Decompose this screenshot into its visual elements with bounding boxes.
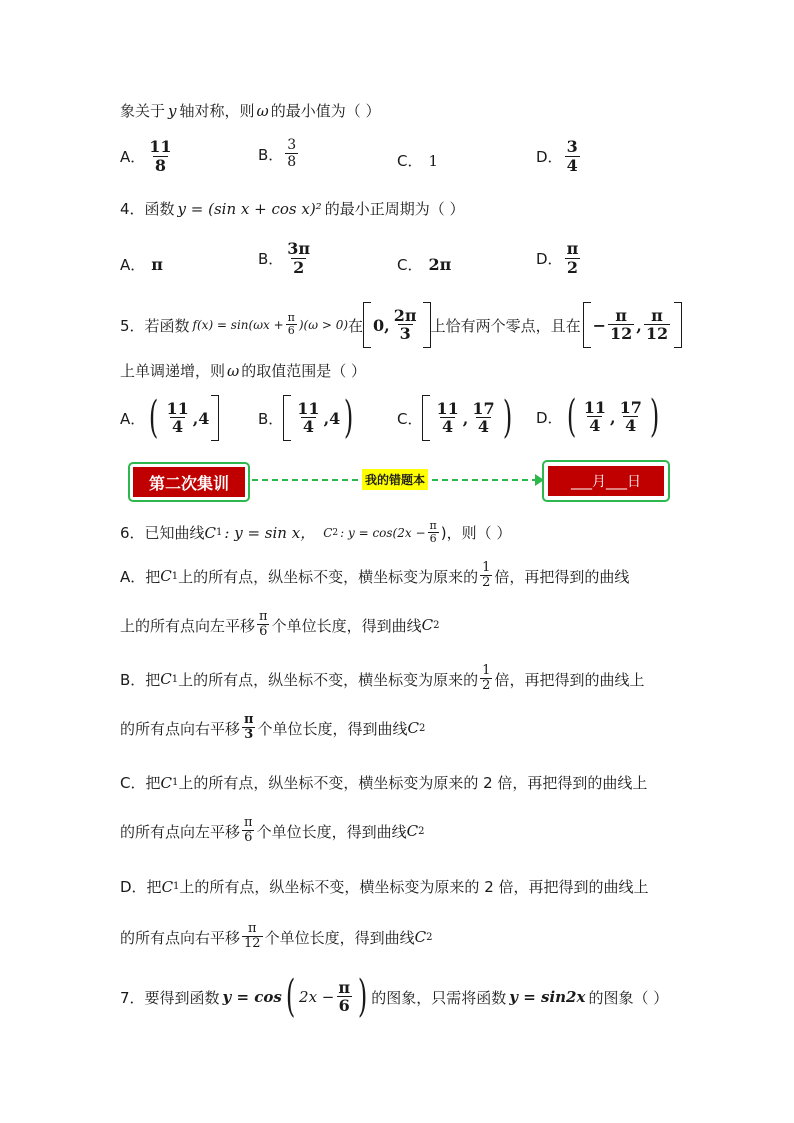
q4-option-a <box>120 254 163 275</box>
option-value: 2π <box>428 255 452 274</box>
frac-num: 3 <box>566 137 578 156</box>
option-text: 的所有点向左平移 <box>120 822 241 841</box>
frac-den: 2 <box>482 575 491 591</box>
option-letter: A． <box>120 409 146 428</box>
q6-option-a-line1 <box>120 561 629 591</box>
frac-num: π <box>566 239 579 258</box>
frac-den: 4 <box>442 417 454 437</box>
q5-option-b <box>258 392 357 443</box>
q3-stem-mid: 轴对称，则 <box>179 102 255 120</box>
option-text: 上的所有点向左平移 <box>120 616 256 635</box>
curve-c1: C <box>160 567 172 586</box>
curve-c2-sub: 2 <box>426 931 433 943</box>
q3-option-b <box>258 138 300 170</box>
paren-left: ( <box>566 391 576 442</box>
q5-option-d <box>536 391 663 442</box>
frac-num: 3 <box>287 137 297 153</box>
q5-option-a <box>120 392 219 443</box>
q3-stem <box>120 100 381 121</box>
option-text: B．把 <box>120 670 161 689</box>
comma: , <box>610 407 616 427</box>
q4-prefix: 4．函数 <box>120 200 175 218</box>
frac-den: 6 <box>287 324 295 338</box>
q6-option-d-line1 <box>120 876 649 897</box>
option-fraction <box>242 816 255 846</box>
frac-num: 17 <box>472 398 495 418</box>
frac-num: π <box>338 977 351 997</box>
curve-c1-sub: 1 <box>171 673 179 685</box>
q6-c2-frac <box>428 520 439 546</box>
bracket-right <box>674 302 682 348</box>
frac-den: 6 <box>429 532 437 546</box>
frac-num: 3π <box>287 239 311 258</box>
q6-c2-sub: 2 <box>332 527 339 538</box>
option-value: 1 <box>428 151 439 170</box>
q3-option-d <box>536 138 582 175</box>
option-text: 个单位长度，得到曲线 <box>271 616 422 635</box>
frac-den: 6 <box>244 830 253 846</box>
option-fraction <box>242 713 256 743</box>
frac-num: 11 <box>166 398 189 418</box>
q5-formula-b: )(ω > 0) <box>298 318 349 332</box>
comma: , <box>636 315 642 335</box>
q4-suffix: 的最小正周期为（ ） <box>324 200 465 218</box>
option-text: D．把 <box>120 878 162 896</box>
frac-num: 11 <box>297 398 320 418</box>
option-text: 上的所有点，纵坐标不变，横坐标变为原来的 <box>178 670 479 689</box>
q3-option-a <box>120 138 176 175</box>
q5-omega: ω <box>227 361 240 380</box>
frac-num: 11 <box>583 397 606 417</box>
option-fraction <box>285 138 298 170</box>
q5-interval2-sign: − <box>592 315 607 335</box>
frac-den: 6 <box>338 996 350 1016</box>
option-text: 的所有点向右平移 <box>120 719 241 738</box>
option-fraction <box>242 922 263 952</box>
paren-right: ) <box>357 971 368 1022</box>
q6-stem <box>120 520 511 546</box>
option-value: 4 <box>198 408 210 428</box>
q5-prefix: 5．若函数 <box>120 316 190 335</box>
q5-text-mid: 上恰有两个零点，且在 <box>430 316 581 335</box>
frac-den: 2 <box>566 257 578 277</box>
q6-option-c-line2 <box>120 816 424 846</box>
comma: , <box>192 408 199 428</box>
banner-date-label: ___月___日 <box>548 466 664 496</box>
paren-right: ) <box>502 392 512 443</box>
q3-option-c <box>397 150 438 171</box>
frac-num: 1 <box>482 663 491 678</box>
option-fraction <box>434 400 460 437</box>
bracket-right <box>211 395 219 441</box>
banner-left-label: 第二次集训 <box>133 467 245 497</box>
option-fraction <box>618 399 644 436</box>
q6-c2: C <box>323 525 333 540</box>
q5-interval1-a: 0, <box>373 315 390 335</box>
q5-formula-a: f(x) = sin(ωx + <box>192 318 284 332</box>
option-fraction <box>147 138 173 175</box>
frac-den: 12 <box>645 324 669 344</box>
option-letter: A． <box>120 256 146 274</box>
option-fraction <box>565 240 581 277</box>
frac-num: 11 <box>149 137 172 156</box>
q5-line2-b: 的取值范围是（ ） <box>241 362 367 380</box>
q6-option-b-line2 <box>120 713 425 743</box>
q7-stem <box>120 971 669 1022</box>
comma: , <box>323 408 330 428</box>
paren-left: ( <box>285 971 296 1022</box>
q6-c2-close: )，则（ ） <box>440 524 512 543</box>
q6-c2-eq: : y = cos(2x − <box>340 525 426 540</box>
banner-tag: 我的错题本 <box>362 469 428 490</box>
q5-interval2-frac-b <box>644 307 670 344</box>
q5-text-in: 在 <box>348 316 364 335</box>
option-letter: C． <box>397 256 423 274</box>
curve-c2: C <box>407 719 420 738</box>
bracket-left <box>283 395 291 441</box>
option-text: 倍，再把得到的曲线上 <box>494 670 645 689</box>
frac-den: 4 <box>625 416 637 436</box>
option-text: 上的所有点，纵坐标不变，横坐标变为原来的 <box>178 567 479 586</box>
option-value: 4 <box>329 408 341 428</box>
mistake-book-banner <box>124 460 670 500</box>
q6-prefix: 6．已知曲线 <box>120 524 205 543</box>
paren-left: ( <box>149 392 159 443</box>
curve-c1: C <box>160 670 172 689</box>
option-fraction <box>480 561 492 591</box>
frac-num: π <box>287 311 295 325</box>
option-letter: D． <box>536 147 563 166</box>
option-text: C．把 <box>120 774 161 792</box>
option-letter: D． <box>536 249 563 268</box>
q4-option-c <box>397 254 451 275</box>
frac-num: π <box>429 519 437 532</box>
comma: , <box>462 408 469 428</box>
q7-formula-b: y = sin2x <box>509 988 586 1006</box>
option-fraction <box>285 240 312 277</box>
frac-den: 12 <box>610 324 633 344</box>
frac-num: π <box>615 305 627 325</box>
q3-stem-text: 象关于 <box>120 102 166 120</box>
frac-den: 8 <box>154 155 166 175</box>
option-text: 上的所有点，纵坐标不变，横坐标变为原来的 2 倍，再把得到的曲线上 <box>178 774 648 792</box>
frac-den: 2 <box>482 678 491 694</box>
option-letter: A． <box>120 147 146 166</box>
q7-suffix: 的图象（ ） <box>588 988 669 1007</box>
q5-stem-line1 <box>120 302 682 348</box>
option-letter: D． <box>536 408 563 427</box>
q6-option-a-line2 <box>120 610 439 640</box>
q6-c1-sub: 1 <box>216 527 223 539</box>
curve-c2-sub: 2 <box>433 619 440 631</box>
curve-c2: C <box>414 928 427 947</box>
q7-formula-a: y = cos <box>222 988 282 1006</box>
frac-num: π <box>651 305 663 325</box>
curve-c1: C <box>161 877 174 896</box>
option-fraction <box>295 400 321 437</box>
frac-den: 4 <box>566 155 578 175</box>
q6-c1: C <box>204 523 217 542</box>
frac-num: 2π <box>393 305 417 325</box>
q3-omega: ω <box>256 101 269 120</box>
q6-option-b-line1 <box>120 664 644 694</box>
frac-den: 4 <box>477 417 490 437</box>
q7-inner-a: 2x − <box>299 988 335 1006</box>
option-fraction <box>470 400 496 437</box>
option-text: 个单位长度，得到曲线 <box>256 822 407 841</box>
q5-option-c <box>397 392 516 443</box>
curve-c2: C <box>406 822 419 841</box>
bracket-right <box>423 302 431 348</box>
frac-den: 2 <box>293 257 305 277</box>
frac-num: π <box>259 609 268 624</box>
q5-interval1-frac <box>392 307 419 344</box>
curve-c2-sub: 2 <box>418 825 425 837</box>
q4-option-b <box>258 240 314 277</box>
frac-num: 11 <box>436 398 459 418</box>
q6-option-c-line1 <box>120 772 647 793</box>
option-text: A．把 <box>120 567 161 586</box>
q4-option-d <box>536 240 582 277</box>
q6-option-d-line2 <box>120 922 432 952</box>
frac-den: 8 <box>287 154 297 171</box>
option-fraction <box>164 400 190 437</box>
frac-num: 1 <box>482 560 491 575</box>
frac-den: 6 <box>259 624 268 640</box>
frac-num: π <box>244 815 253 830</box>
frac-den: 3 <box>244 727 254 743</box>
q4-stem <box>120 198 464 219</box>
frac-num: π <box>248 921 257 936</box>
banner-right-box <box>542 460 670 502</box>
frac-num: π <box>244 712 254 727</box>
curve-c1-sub: 1 <box>171 570 179 582</box>
curve-c2-sub: 2 <box>419 722 426 734</box>
paren-right: ) <box>344 392 354 443</box>
q3-var-y: y <box>168 101 177 120</box>
curve-c1: C <box>160 773 172 792</box>
option-text: 个单位长度，得到曲线 <box>257 719 408 738</box>
q5-stem-line2 <box>120 360 366 381</box>
option-fraction <box>480 664 492 694</box>
q5-formula-frac <box>286 312 297 338</box>
option-fraction <box>565 138 580 175</box>
frac-den: 4 <box>172 417 184 437</box>
q4-formula: y = (sin x + cos x)² <box>177 199 322 218</box>
q7-prefix: 7．要得到函数 <box>120 988 220 1007</box>
q6-c1-eq: : y = sin x， <box>224 524 316 543</box>
option-text: 倍，再把得到的曲线 <box>494 567 630 586</box>
curve-c2: C <box>421 616 434 635</box>
option-letter: C． <box>397 409 423 428</box>
frac-den: 12 <box>244 936 261 952</box>
option-text: 上的所有点，纵坐标不变，横坐标变为原来的 2 倍，再把得到的曲线上 <box>179 878 649 896</box>
frac-den: 3 <box>399 324 411 344</box>
option-letter: B． <box>258 249 284 268</box>
option-text: 个单位长度，得到曲线 <box>264 928 415 947</box>
curve-c1-sub: 1 <box>173 881 180 892</box>
option-letter: C． <box>397 152 423 170</box>
q5-interval2-frac-a <box>608 307 634 344</box>
bracket-left <box>422 395 430 441</box>
option-letter: B． <box>258 145 284 164</box>
option-letter: B． <box>258 409 284 428</box>
bracket-left <box>363 302 371 348</box>
option-text: 的所有点向右平移 <box>120 928 241 947</box>
q5-line2-a: 上单调递增，则 <box>120 362 226 380</box>
q7-mid: 的图象，只需将函数 <box>371 988 507 1007</box>
banner-left-box <box>128 462 250 502</box>
option-value: π <box>151 255 163 274</box>
paren-right: ) <box>649 391 660 442</box>
frac-den: 4 <box>589 416 601 436</box>
q7-inner-frac <box>336 979 352 1016</box>
q3-stem-end: 的最小值为（ ） <box>270 102 381 120</box>
curve-c1-sub: 1 <box>171 777 179 788</box>
frac-num: 17 <box>619 397 642 417</box>
frac-den: 4 <box>302 417 314 437</box>
option-fraction <box>582 399 608 436</box>
bracket-left <box>583 302 591 348</box>
option-fraction <box>257 610 270 640</box>
